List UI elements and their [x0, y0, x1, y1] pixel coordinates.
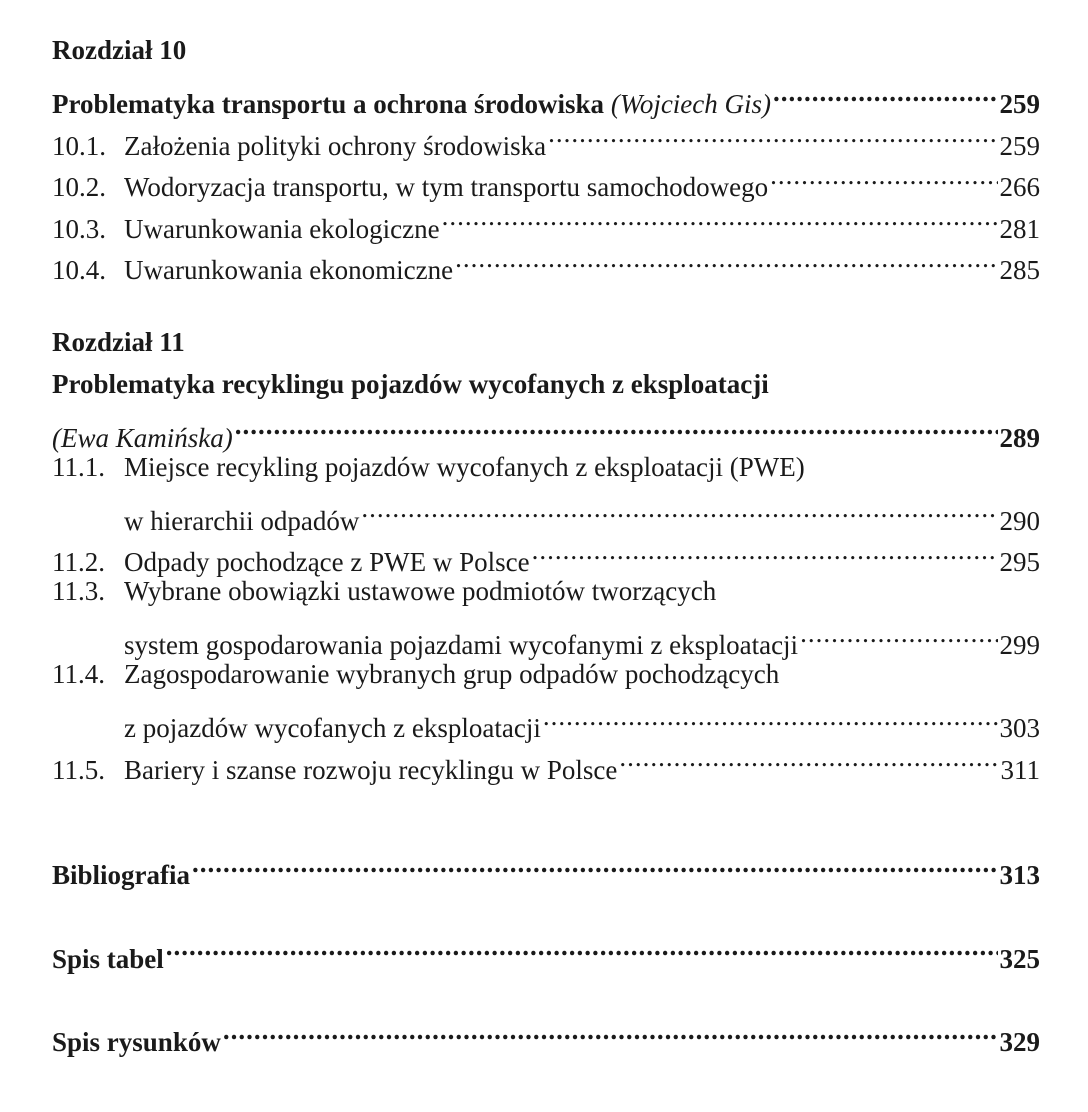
page-number: 299 — [999, 630, 1040, 660]
back-matter-title: Spis rysunków — [52, 1027, 221, 1057]
dot-leader — [532, 530, 998, 572]
dot-leader — [223, 1010, 998, 1052]
toc-entry[interactable] — [52, 613, 1040, 660]
toc-entry[interactable] — [52, 488, 1040, 536]
dot-leader — [442, 196, 998, 238]
page-number: 281 — [999, 213, 1040, 244]
page-number: 313 — [999, 860, 1040, 890]
dot-leader — [773, 72, 997, 114]
chapter-author: Ewa Kamińska — [61, 422, 224, 453]
dot-leader — [548, 113, 997, 155]
section-number: 10.1. — [52, 130, 106, 161]
spacer — [52, 884, 1040, 926]
section-number: 10.2. — [52, 172, 106, 202]
chapter-title-entry[interactable] — [52, 72, 1040, 119]
dot-leader — [361, 488, 997, 530]
back-matter-entry-bibliography[interactable] — [52, 843, 1040, 890]
dot-leader — [800, 613, 997, 655]
section-title: Uwarunkowania ekologiczne — [124, 213, 440, 244]
dot-leader — [166, 926, 998, 968]
page-number: 329 — [999, 1027, 1040, 1057]
section-title: Bariery i szanse rozwoju recyklingu w Polsce — [124, 754, 618, 785]
page-number: 259 — [999, 130, 1040, 161]
page-number: 266 — [999, 172, 1040, 202]
page-number: 289 — [999, 422, 1040, 453]
toc-entry-first-line[interactable] — [52, 447, 1040, 489]
chapter-author: Wojciech Gis — [619, 89, 763, 119]
section-number: 11.3. — [52, 576, 105, 606]
page-number: 290 — [999, 505, 1040, 536]
dot-leader — [619, 737, 998, 779]
page-number: 259 — [999, 89, 1040, 119]
chapter-label: Rozdział 11 — [52, 327, 185, 357]
section-title: Wodoryzacja transportu, w tym transportu samochodowego — [124, 172, 769, 202]
section-title: Założenia polityki ochrony środowiska — [124, 130, 547, 161]
section-number: 10.4. — [52, 255, 106, 285]
section-title: Miejsce recykling pojazdów wycofanych z eksploatacji (PWE) — [124, 451, 805, 482]
section-title-continued: z pojazdów wycofanych z eksploatacji — [124, 713, 541, 743]
section-title-continued: system gospodarowania pojazdami wycofanymi z eksploatacji — [124, 630, 799, 660]
dot-leader — [235, 405, 998, 447]
page-number: 285 — [999, 255, 1040, 285]
toc-entry-first-line[interactable] — [52, 571, 1040, 613]
author-open: ( — [52, 422, 61, 453]
section-title: Odpady pochodzące z PWE w Polsce — [124, 547, 530, 577]
author-close: ) — [223, 422, 233, 453]
section-number: 11.1. — [52, 451, 105, 482]
section-title: Wybrane obowiązki ustawowe podmiotów tworzących — [124, 576, 717, 606]
table-of-contents — [52, 30, 1040, 1057]
page-number: 325 — [999, 943, 1040, 974]
back-matter-title: Bibliografia — [52, 860, 191, 890]
back-matter-title: Spis tabel — [52, 943, 164, 974]
section-title-continued: w hierarchii odpadów — [124, 505, 360, 536]
page-number: 295 — [999, 547, 1040, 577]
author-open: ( — [604, 89, 620, 119]
section-number: 11.5. — [52, 754, 105, 785]
page-number: 303 — [999, 713, 1040, 743]
back-matter-entry-figures[interactable] — [52, 1010, 1040, 1057]
toc-entry[interactable] — [52, 696, 1040, 743]
back-matter-entry-tables[interactable] — [52, 926, 1040, 974]
spacer — [52, 968, 1040, 1010]
section-number: 11.2. — [52, 547, 105, 577]
section-title: Zagospodarowanie wybranych grup odpadów pochodzących — [124, 659, 780, 689]
toc-entry-first-line[interactable] — [52, 654, 1040, 696]
page-number: 311 — [1000, 754, 1040, 785]
section-number: 10.3. — [52, 213, 106, 244]
chapter-title: Problematyka recyklingu pojazdów wycofanych z eksploatacji — [52, 368, 769, 399]
dot-leader — [192, 843, 997, 885]
section-number: 11.4. — [52, 659, 105, 689]
author-close: ) — [762, 89, 772, 119]
section-title: Uwarunkowania ekonomiczne — [124, 255, 454, 285]
chapter-author-entry[interactable] — [52, 405, 1040, 453]
dot-leader — [455, 238, 997, 280]
dot-leader — [770, 155, 997, 197]
dot-leader — [543, 696, 998, 738]
chapter-title-text: Problematyka transportu a ochrona środowiska — [52, 89, 605, 119]
chapter-label: Rozdział 10 — [52, 35, 187, 65]
